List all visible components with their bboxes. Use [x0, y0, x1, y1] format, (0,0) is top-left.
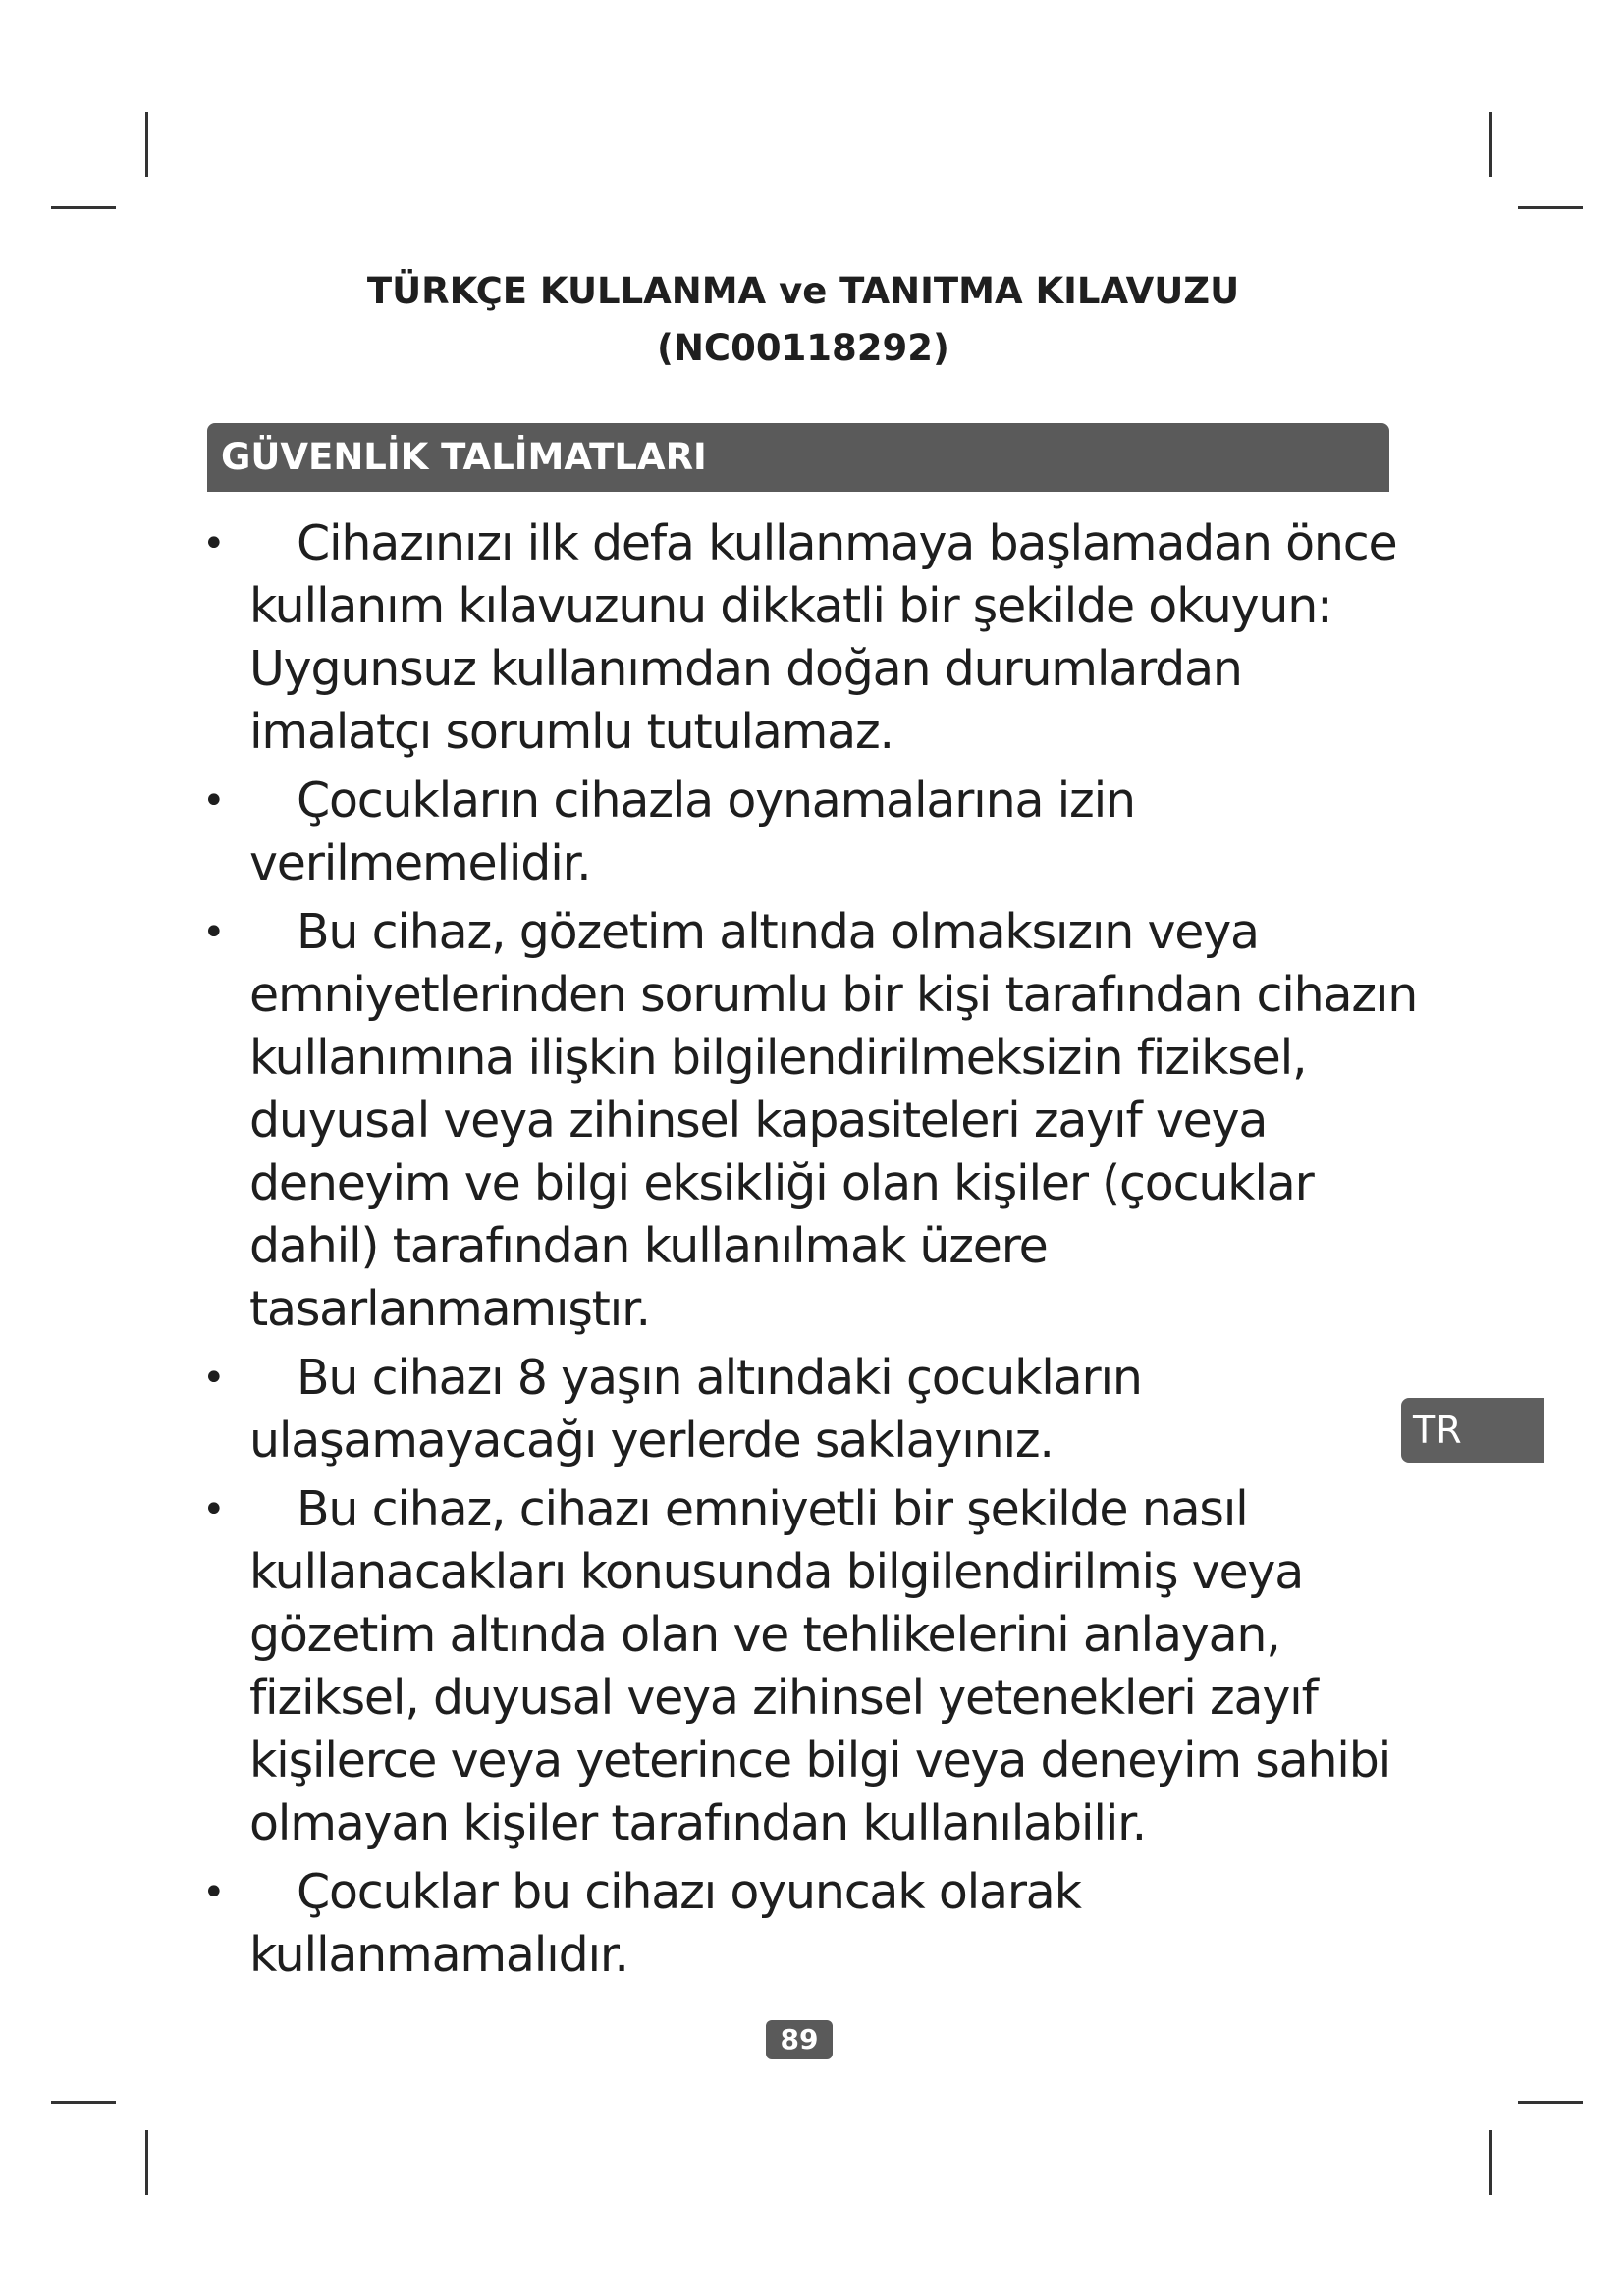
page-number: [766, 2020, 833, 2059]
list-item: [202, 770, 1420, 895]
crop-mark-top-right-horizontal: [1518, 206, 1583, 209]
crop-mark-top-left-horizontal: [51, 206, 116, 209]
language-tab: [1401, 1398, 1544, 1463]
crop-mark-bottom-right-horizontal: [1518, 2101, 1583, 2104]
document-title-line-1: TÜRKÇE KULLANMA ve TANITMA KILAVUZU: [366, 270, 1240, 312]
section-heading: GÜVENLİK TALİMATLARI: [221, 436, 707, 478]
list-item-text: Bu cihazı 8 yaşın altındaki çocukların ulaşamayacağı yerlerde saklayınız.: [249, 1350, 1142, 1468]
list-item: [202, 901, 1420, 1341]
bullet-icon: •: [202, 910, 225, 955]
crop-mark-top-left-vertical: [145, 112, 148, 177]
list-item: [202, 1347, 1420, 1472]
list-item-text: Bu cihaz, gözetim altında olmaksızın veya emniyetlerinden sorumlu bir kişi tarafından cihazın kullanımına ilişkin bilgilendirilmeksizin fiziksel, duyusal veya zihinsel kapasiteleri zayıf veya deneyim ve bilgi eksikliği olan kişiler (çocuklar dahil) tarafından kullanılmak üzere tasarlanmamıştır.: [249, 904, 1418, 1337]
document-title: [0, 263, 1606, 377]
list-item: [202, 1478, 1420, 1855]
page-number-label: 89: [780, 2023, 819, 2056]
crop-mark-top-right-vertical: [1489, 112, 1492, 177]
list-item-text: Çocukların cihazla oynamalarına izin verilmemelidir.: [249, 773, 1135, 891]
language-tab-label: TR: [1413, 1409, 1462, 1452]
bullet-icon: •: [202, 1870, 225, 1915]
safety-instructions-list: [202, 512, 1420, 1987]
bullet-icon: •: [202, 778, 225, 824]
section-heading-bar: [207, 423, 1389, 492]
bullet-icon: •: [202, 1487, 225, 1532]
list-item: [202, 1861, 1420, 1987]
document-code: (NC00118292): [657, 327, 949, 369]
list-item-text: Bu cihaz, cihazı emniyetli bir şekilde nasıl kullanacakları konusunda bilgilendirilmiş veya gözetim altında olan ve tehlikelerini anlayan, fiziksel, duyusal veya zihinsel yetenekleri zayıf kişilerce veya yeterince bilgi veya deneyim sahibi olmayan kişiler tarafından kullanılabilir.: [249, 1481, 1391, 1851]
crop-mark-bottom-right-vertical: [1489, 2130, 1492, 2195]
list-item-text: Çocuklar bu cihazı oyuncak olarak kullanmamalıdır.: [249, 1864, 1081, 1983]
list-item: [202, 512, 1420, 764]
crop-mark-bottom-left-horizontal: [51, 2101, 116, 2104]
list-item-text: Cihazınızı ilk defa kullanmaya başlamadan önce kullanım kılavuzunu dikkatli bir şekilde okuyun: Uygunsuz kullanımdan doğan durumlardan imalatçı sorumlu tutulamaz.: [249, 515, 1397, 760]
bullet-icon: •: [202, 521, 225, 566]
crop-mark-bottom-left-vertical: [145, 2130, 148, 2195]
bullet-icon: •: [202, 1356, 225, 1401]
